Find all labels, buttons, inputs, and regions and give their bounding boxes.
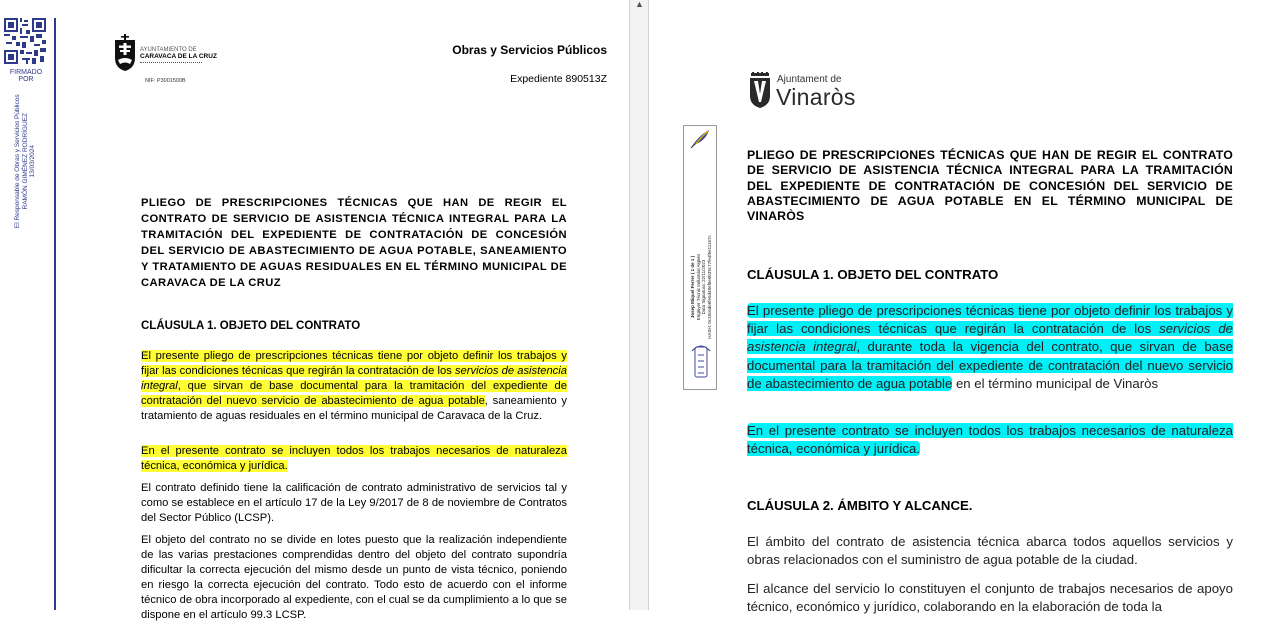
firmado-por-label: FIRMADO POR	[9, 69, 43, 83]
clause-1-paragraph-2	[747, 422, 1233, 458]
vinaros-crest-icon	[748, 72, 772, 108]
signature-box	[683, 125, 717, 390]
highlighted-text[interactable]: En el presente contrato se incluyen todos los trabajos necesarios de naturaleza técnica, económica y jurídica.	[141, 445, 567, 473]
pane-divider-scrollbar[interactable]	[629, 0, 649, 610]
clause-2-paragraph-2: El alcance del servicio lo constituyen el conjunto de trabajos necesarios de apoyo técnico, económico y jurídico, colaborando en la elaboración de toda la	[747, 581, 1233, 615]
caravaca-logo-text: AYUNTAMIENTO DE CARAVACA DE LA CRUZ	[140, 47, 217, 63]
vinaros-logo-name: Vinaròs	[776, 84, 856, 110]
clause-1-paragraph-3: El contrato definido tiene la calificación de contrato administrativo de servicios tal y como se establece en el artículo 17 de la Ley 9/2017 de 8 de noviembre de Contratos del Sector Público (LCSP).	[141, 482, 567, 525]
clause-1-paragraph-1: El presente pliego de prescripciones técnicas tiene por objeto definir los trabajos y fijar las condiciones técnicas que regirán la contratación de los servicios de asistencia integral, que sirvan de base documental para la tramitación del expediente de contratación del nuevo servicio de abastecimiento de agua potable, saneamiento y tratamiento de aguas residuales en el término municipal de Caravaca de la Cruz.	[141, 350, 568, 423]
caravaca-coat-of-arms-icon	[113, 34, 137, 72]
qr-code-icon	[4, 18, 46, 64]
left-document-pane[interactable]	[0, 0, 629, 622]
clause-1-paragraph-1: El presente pliego de prescripciones técnicas tiene por objeto definir los trabajos y fijar las condiciones técnicas que regirán la contratación de los servicios de asistencia integral, durante toda la vigencia del contrato, que sirvan de base documental para la tramitación del expediente de contratación del nuevo servicio de abastecimiento de agua potable en el término municipal de Vinaròs	[747, 303, 1234, 391]
clause-1-paragraph-2	[141, 444, 567, 474]
signature-stamp-icon	[690, 341, 712, 381]
clause-1-paragraph-4: El objeto del contrato no se divide en lotes puesto que la realización independiente de las varias prestaciones comprendidas dentro del objeto del contrato supondría dificultar la correcta ejecución del mismo desde un punto de vista técnico, poniendo en riesgo la correcta ejecución del contrato. Todo esto de acuerdo con el informe técnico de obra incorporado al expediente, con el cual se da cumplimiento a lo que se dispone en el artículo 99.3 LCSP.	[141, 534, 567, 622]
nif-text: NIF: P3001500B	[145, 78, 186, 84]
signature-rule	[54, 18, 56, 610]
highlighted-text[interactable]: El presente pliego de prescripciones técnicas tiene por objeto definir los trabajos y fijar las condiciones técnicas que regirán la contratación de los servicios de asistencia integral, durante toda la vigencia del contrato, que sirvan de base documental para la tramitación del expediente de contratación del nuevo servicio de abastecimiento de agua potable	[747, 303, 1234, 391]
document-title: PLIEGO DE PRESCRIPCIONES TÉCNICAS QUE HAN DE REGIR EL CONTRATO DE SERVICIO DE ASISTENCIA TÉCNICA INTEGRAL PARA LA TRAMITACIÓN DEL EXPEDIENTE DE CONTRATACIÓN DE CONCESIÓN DEL SERVICIO DE ABASTECIMIENTO DE AGUA POTABLE, SANEAMIENTO Y TRATAMIENTO DE AGUAS RESIDUALES EN EL TÉRMINO MUNICIPAL DE CARAVACA DE LA CRUZ	[141, 197, 567, 289]
expediente-number: Expediente 890513Z	[510, 73, 607, 85]
signature-box-text: Josep Miquel Ferrer ( 1 de 1 ) Enginyer Técnic Industrial Aigües Data Signatura: 22/11/2023 HASH: 0c18c6de6fe5d48ef8e9b39c77fe4f6e11167c	[690, 235, 712, 339]
right-document-pane[interactable]	[649, 0, 1280, 615]
highlighted-text[interactable]: El presente pliego de prescripciones técnicas tiene por objeto definir los trabajos y fijar las condiciones técnicas que regirán la contratación de los servicios de asistencia integral, que sirvan de base documental para la tramitación del expediente de contratación del nuevo servicio de abastecimiento de agua potable	[141, 350, 567, 408]
scroll-up-arrow-icon[interactable]: ▲	[635, 0, 644, 9]
signature-feather-icon	[688, 128, 712, 150]
signature-vertical-text: El Responsable de Obras y Servicios Públicos RAMÓN GIMÉNEZ RODRÍGUEZ 13/03/2024	[13, 94, 36, 229]
clause-1-heading: CLÁUSULA 1. OBJETO DEL CONTRATO	[141, 320, 361, 332]
clause-1-heading: CLÁUSULA 1. OBJETO DEL CONTRATO	[747, 267, 999, 282]
document-title: PLIEGO DE PRESCRIPCIONES TÉCNICAS QUE HAN DE REGIR EL CONTRATO DE SERVICIO DE ASISTENCIA TÉCNICA INTEGRAL PARA LA TRAMITACIÓN DEL EXPEDIENTE DE CONTRATACIÓN DE CONCESIÓN DEL SERVICIO DE ABASTECIMIENTO DE AGUA POTABLE EN EL TÉRMINO MUNICIPAL DE VINARÒS	[747, 148, 1233, 224]
vinaros-logo-small-text: Ajuntament de	[777, 74, 842, 85]
clause-2-heading: CLÁUSULA 2. ÁMBITO Y ALCANCE.	[747, 498, 973, 513]
highlighted-text[interactable]: En el presente contrato se incluyen todos los trabajos necesarios de naturaleza técnica, económica y jurídica.	[747, 423, 1233, 457]
department-header: Obras y Servicios Públicos	[452, 43, 607, 57]
clause-2-paragraph-1: El ámbito del contrato de asistencia técnica abarca todos aquellos servicios y obras relacionados con el suministro de agua potable de la ciudad.	[747, 534, 1233, 568]
